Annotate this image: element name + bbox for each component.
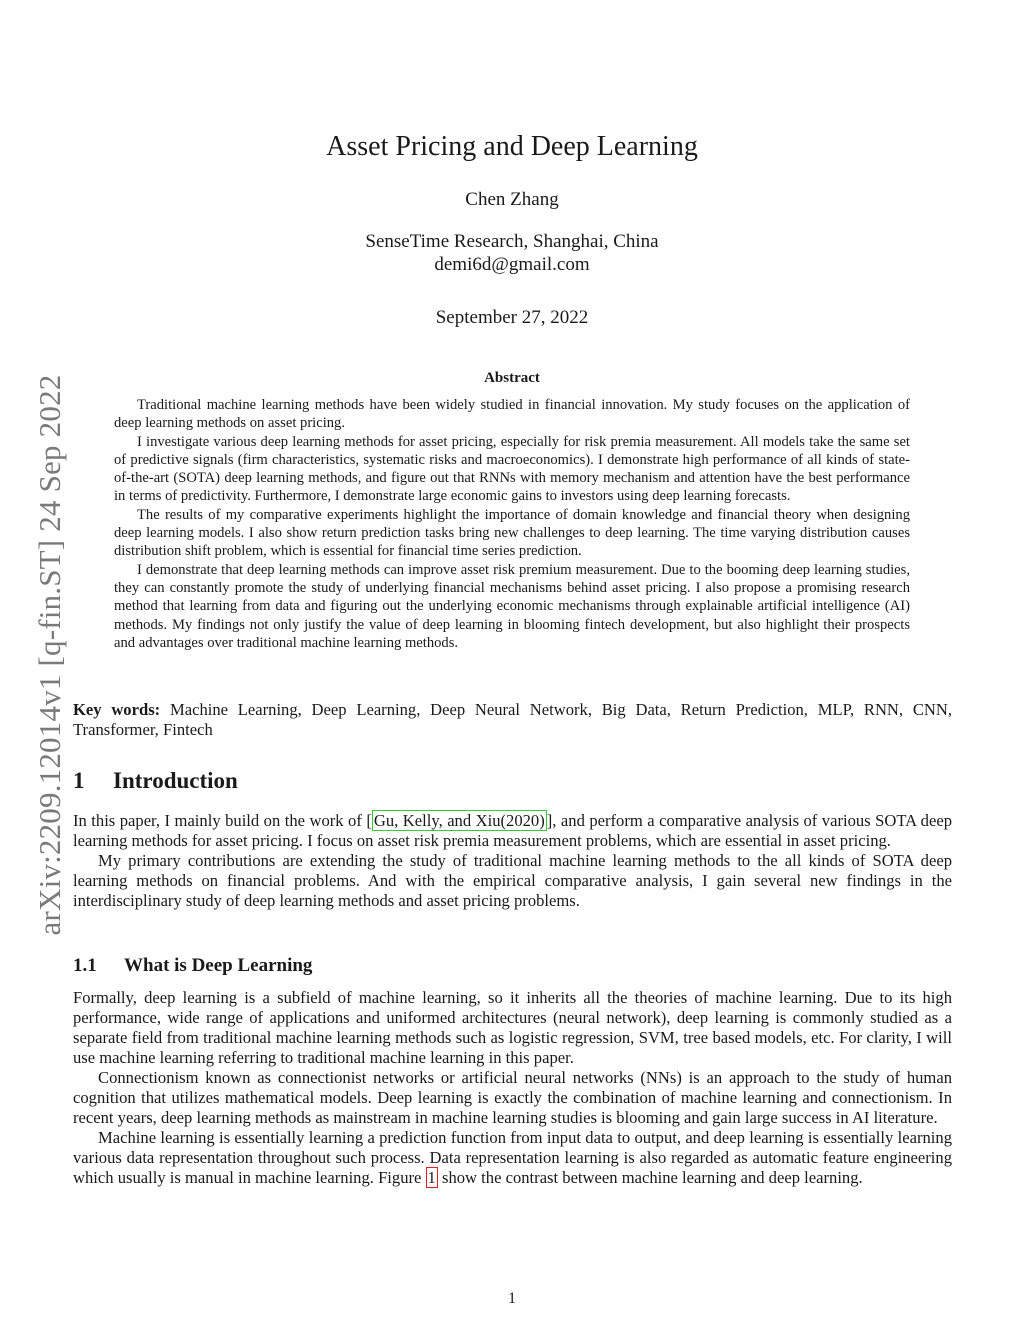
text-span: Machine learning is essentially learning a prediction function from input data to output, and deep learning is essentially learning various data representation throughout such process. Data representation learning is also regarded as automatic feature engineering which usually is manual in machine learning. Figure bbox=[73, 1128, 952, 1187]
abstract-paragraph: Traditional machine learning methods have been widely studied in financial innovation. My study focuses on the application of deep learning methods on asset pricing. bbox=[114, 397, 910, 432]
abstract-paragraph: I investigate various deep learning methods for asset pricing, especially for risk premia measurement. All models take the same set of predictive signals (firm characteristics, systematic risks and macroeconomics). I demonstrate high performance of all kinds of state-of-the-art (SOTA) deep learning methods, and figure out that RNNs with memory mechanism and attention have the best performance in terms of predictivity. Furthermore, I demonstrate large economic gains to investors using deep learning forecasts. bbox=[114, 433, 910, 505]
paper-date: September 27, 2022 bbox=[435, 307, 589, 328]
section-title: Introduction bbox=[113, 768, 238, 793]
keywords-line bbox=[73, 700, 952, 740]
figure-ref-link[interactable]: 1 bbox=[427, 1168, 436, 1187]
author-affiliation-block bbox=[0, 230, 1024, 276]
introduction-body bbox=[73, 811, 952, 911]
subsection-title: What is Deep Learning bbox=[124, 955, 313, 976]
body-paragraph: In this paper, I mainly build on the work of [ Gu, Kelly, and Xiu(2020) ], and perform a comparative analysis of various SOTA deep learning methods for asset pricing. I focus on asset risk premia measurement problems, which are essential in asset pricing. bbox=[73, 811, 952, 850]
body-paragraph: Formally, deep learning is a subfield of machine learning, so it inherits all the theories of machine learning. Due to its high performance, wide range of applications and uniformed architectures (neural network), deep learning is commonly studied as a separate field from traditional machine learning methods such as logistic regression, SVM, tree based models, etc. For clarity, I will use machine learning referring to traditional machine learning in this paper. bbox=[73, 988, 952, 1067]
subsection-number: 1.1 bbox=[73, 955, 97, 976]
keywords-text: Machine Learning, Deep Learning, Deep Neural Network, Big Data, Return Prediction, MLP, RNN, CNN, Transformer, Fintech bbox=[73, 700, 952, 739]
section-heading-introduction bbox=[73, 768, 238, 794]
keywords-label: Key words: bbox=[73, 700, 161, 719]
paper-title: Asset Pricing and Deep Learning bbox=[326, 131, 698, 162]
subsection-heading-what-is-deep-learning bbox=[73, 955, 312, 977]
author-email[interactable]: demi6d@gmail.com bbox=[434, 254, 590, 275]
citation-link[interactable]: Gu, Kelly, and Xiu(2020) bbox=[373, 811, 545, 830]
subsection-body bbox=[73, 988, 952, 1188]
affiliation: SenseTime Research, Shanghai, China bbox=[365, 231, 659, 252]
arxiv-stamp: arXiv:2209.12014v1 [q-fin.ST] 24 Sep 2022 bbox=[32, 374, 67, 936]
abstract-heading: Abstract bbox=[484, 370, 540, 386]
author-name: Chen Zhang bbox=[465, 189, 559, 210]
keywords bbox=[73, 700, 952, 740]
text-span: show the contrast between machine learning and deep learning. bbox=[437, 1168, 863, 1187]
abstract-body bbox=[114, 396, 910, 652]
body-paragraph bbox=[73, 1128, 952, 1188]
text-span: , and perform a comparative analysis of various SOTA deep learning methods for asset pricing. I focus on asset risk premia measurement problems, which are essential in asset pricing. bbox=[73, 811, 952, 850]
body-paragraph: Connectionism known as connectionist networks or artificial neural networks (NNs) is an approach to the study of human cognition that utilizes mathematical models. Deep learning is exactly the combination of machine learning and connectionism. In recent years, deep learning methods as mainstream in machine learning studies is blooming and gain large success in AI literature. bbox=[73, 1068, 952, 1127]
page-number: 1 bbox=[508, 1290, 516, 1307]
section-number: 1 bbox=[73, 768, 85, 793]
abstract-paragraph: The results of my comparative experiments highlight the importance of domain knowledge and financial theory when designing deep learning models. I also show return prediction tasks bring new challenges to deep learning. The time varying distribution causes distribution shift problem, which is essential for financial time series prediction. bbox=[114, 506, 910, 560]
abstract-paragraph: I demonstrate that deep learning methods can improve asset risk premium measurement. Due to the booming deep learning studies, they can constantly promote the study of underlying financial mechanisms behind asset pricing. I also propose a promising research method that learning from data and figuring out the underlying economic mechanisms through explainable artificial intelligence (AI) methods. My findings not only justify the value of deep learning in blooming fintech development, but also highlight their prospects and advantages over traditional machine learning methods. bbox=[114, 561, 910, 651]
body-paragraph: My primary contributions are extending the study of traditional machine learning methods to the all kinds of SOTA deep learning methods on financial problems. And with the empirical comparative analysis, I gain several new findings in the interdisciplinary study of deep learning methods and asset pricing problems. bbox=[73, 851, 952, 910]
text-span: In this paper, I mainly build on the work of bbox=[73, 811, 367, 830]
